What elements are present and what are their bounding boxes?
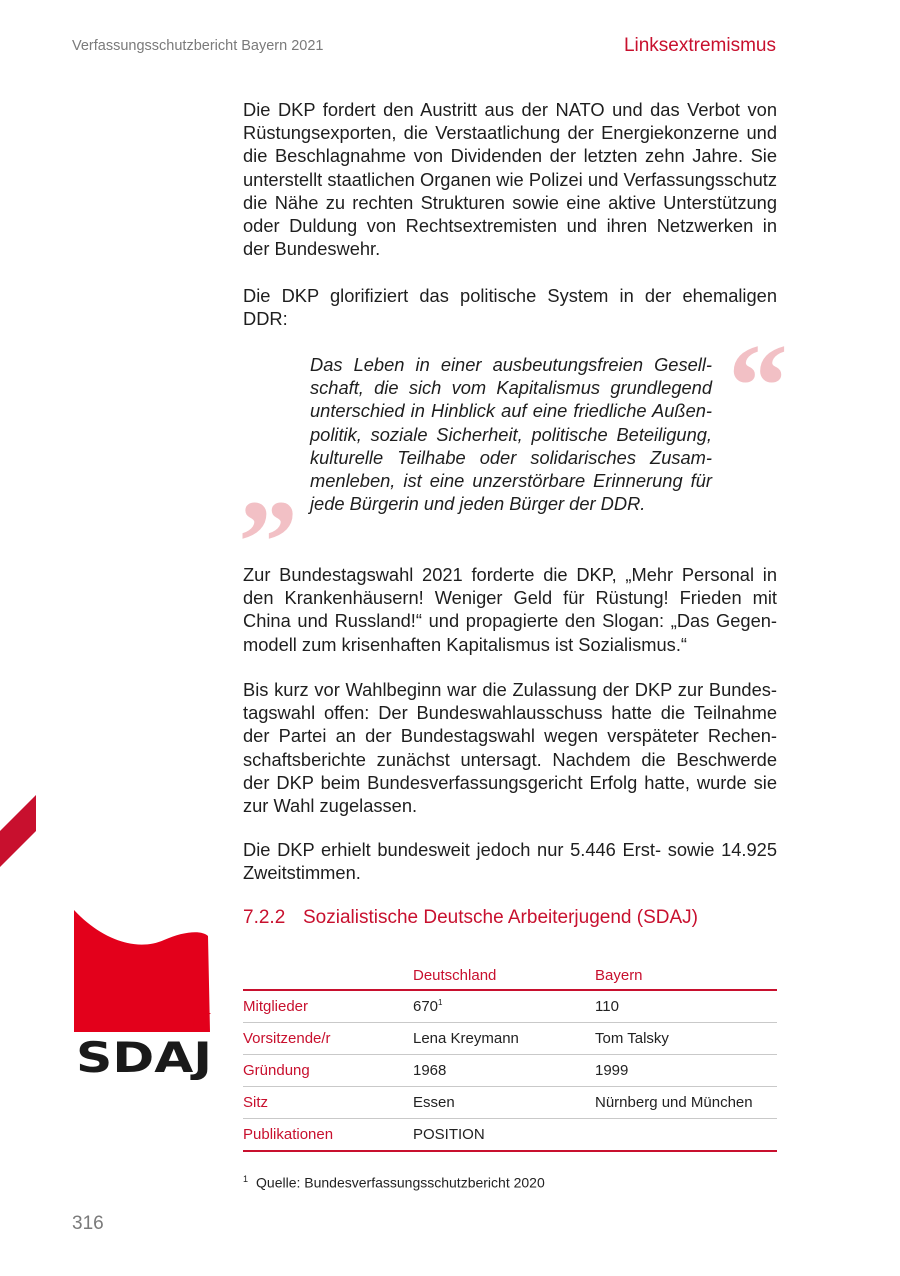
sdaj-logo xyxy=(72,910,216,1080)
table-cell xyxy=(413,990,595,1023)
paragraph: Die DKP fordert den Austritt aus der NATO und das Verbot von Rüstungsexporten, die Verstaatlichung der Energiekonzerne und die Beschlagnahme von Dividenden der letzten zehn Jahre. Sie unterstellt staatlichen Organen wie Polizei und Verfassungsschutz die Nähe zu rechten Strukturen sowie eine aktive Unterstützung oder Duldung von Rechtsextremisten und ihren Netzwerken in der Bundeswehr. xyxy=(243,99,777,260)
table-cell: Lena Kreymann xyxy=(413,1023,595,1055)
table-cell: Tom Talsky xyxy=(595,1023,777,1055)
table-cell: Essen xyxy=(413,1087,595,1119)
footnote-ref: 1 xyxy=(438,998,443,1007)
section-number: 7.2.2 xyxy=(243,907,286,928)
table-row xyxy=(243,1087,777,1119)
table-row xyxy=(243,1023,777,1055)
table-header-cell: Bayern xyxy=(595,962,777,990)
paragraph: Die DKP erhielt bundesweit jedoch nur 5.446 Erst- sowie 14.925 Zweitstimmen. xyxy=(243,839,777,884)
body-text-block xyxy=(243,838,777,884)
table-row xyxy=(243,1055,777,1087)
section-title: Sozialistische Deutsche Arbeiterjugend (SDAJ) xyxy=(303,907,698,928)
table-header-cell: Deutschland xyxy=(413,962,595,990)
table-cell: POSITION xyxy=(413,1119,595,1152)
paragraph: Die DKP glorifiziert das politische System in der ehemaligen DDR: xyxy=(243,285,777,330)
table-cell: 1968 xyxy=(413,1055,595,1087)
row-label: Gründung xyxy=(243,1055,413,1087)
table-header-row xyxy=(243,962,777,990)
footnote-text: Quelle: Bundesverfassungsschutzbericht 2020 xyxy=(256,1174,545,1191)
table-cell: Nürnberg und München xyxy=(595,1087,777,1119)
table-cell xyxy=(595,1119,777,1152)
page-number: 316 xyxy=(72,1213,104,1234)
body-text-block xyxy=(243,678,777,817)
table-cell: 1999 xyxy=(595,1055,777,1087)
table-header-cell xyxy=(243,962,413,990)
table-cell: 110 xyxy=(595,990,777,1023)
row-label: Mitglieder xyxy=(243,990,413,1023)
body-text-block xyxy=(243,284,777,330)
row-label: Sitz xyxy=(243,1087,413,1119)
logo-text: SDAJ xyxy=(76,1033,212,1080)
facts-table xyxy=(243,962,777,1152)
row-label: Vorsitzende/r xyxy=(243,1023,413,1055)
table-row xyxy=(243,1119,777,1152)
body-text-block xyxy=(243,563,777,656)
chapter-title: Linksextremismus xyxy=(623,35,776,56)
logo-flag xyxy=(74,910,210,1032)
footnote xyxy=(243,1174,545,1191)
block-quote: Das Leben in einer ausbeutungsfreien Gesellschaft, die sich vom Kapitalismus grundlegend unterschied in Hinblick auf eine friedliche Außenpolitik, soziale Sicherheit, politische Beteiligung, kulturelle Teilhabe oder solidarisches Zusammenleben, ist eine unzerstörbare Erinnerung für jede Bürgerin und jeden Bürger der DDR. xyxy=(310,354,712,515)
opening-quote-mark-icon: “ xyxy=(728,319,788,452)
body-text-block xyxy=(243,98,777,260)
chapter-tab-marker xyxy=(0,795,36,867)
table-row xyxy=(243,990,777,1023)
paragraph: Zur Bundestagswahl 2021 forderte die DKP, „Mehr Personal in den Krankenhäusern! Weniger Geld für Rüstung! Frieden mit China und Russland!“ und propagierte den Slogan: „Das Gegenmodell zum krisenhaften Kapitalismus ist Sozialismus.“ xyxy=(243,564,777,655)
section-heading xyxy=(243,907,698,929)
footnote-number: 1 xyxy=(243,1174,249,1184)
closing-quote-mark-icon: ” xyxy=(238,475,298,608)
running-header-title: Verfassungsschutzbericht Bayern 2021 xyxy=(72,38,324,54)
cell-value: 670 xyxy=(413,998,439,1015)
paragraph: Bis kurz vor Wahlbeginn war die Zulassung der DKP zur Bundestagswahl offen: Der Bundeswahlausschuss hatte die Teilnahme der Partei an der Bundestagswahl wegen verspäteter Rechenschaftsberichte zunächst untersagt. Nachdem die Beschwerde der DKP beim Bundesverfassungsgericht Erfolg hatte, wurde sie zur Wahl zugelassen. xyxy=(243,679,777,817)
row-label: Publikationen xyxy=(243,1119,413,1152)
